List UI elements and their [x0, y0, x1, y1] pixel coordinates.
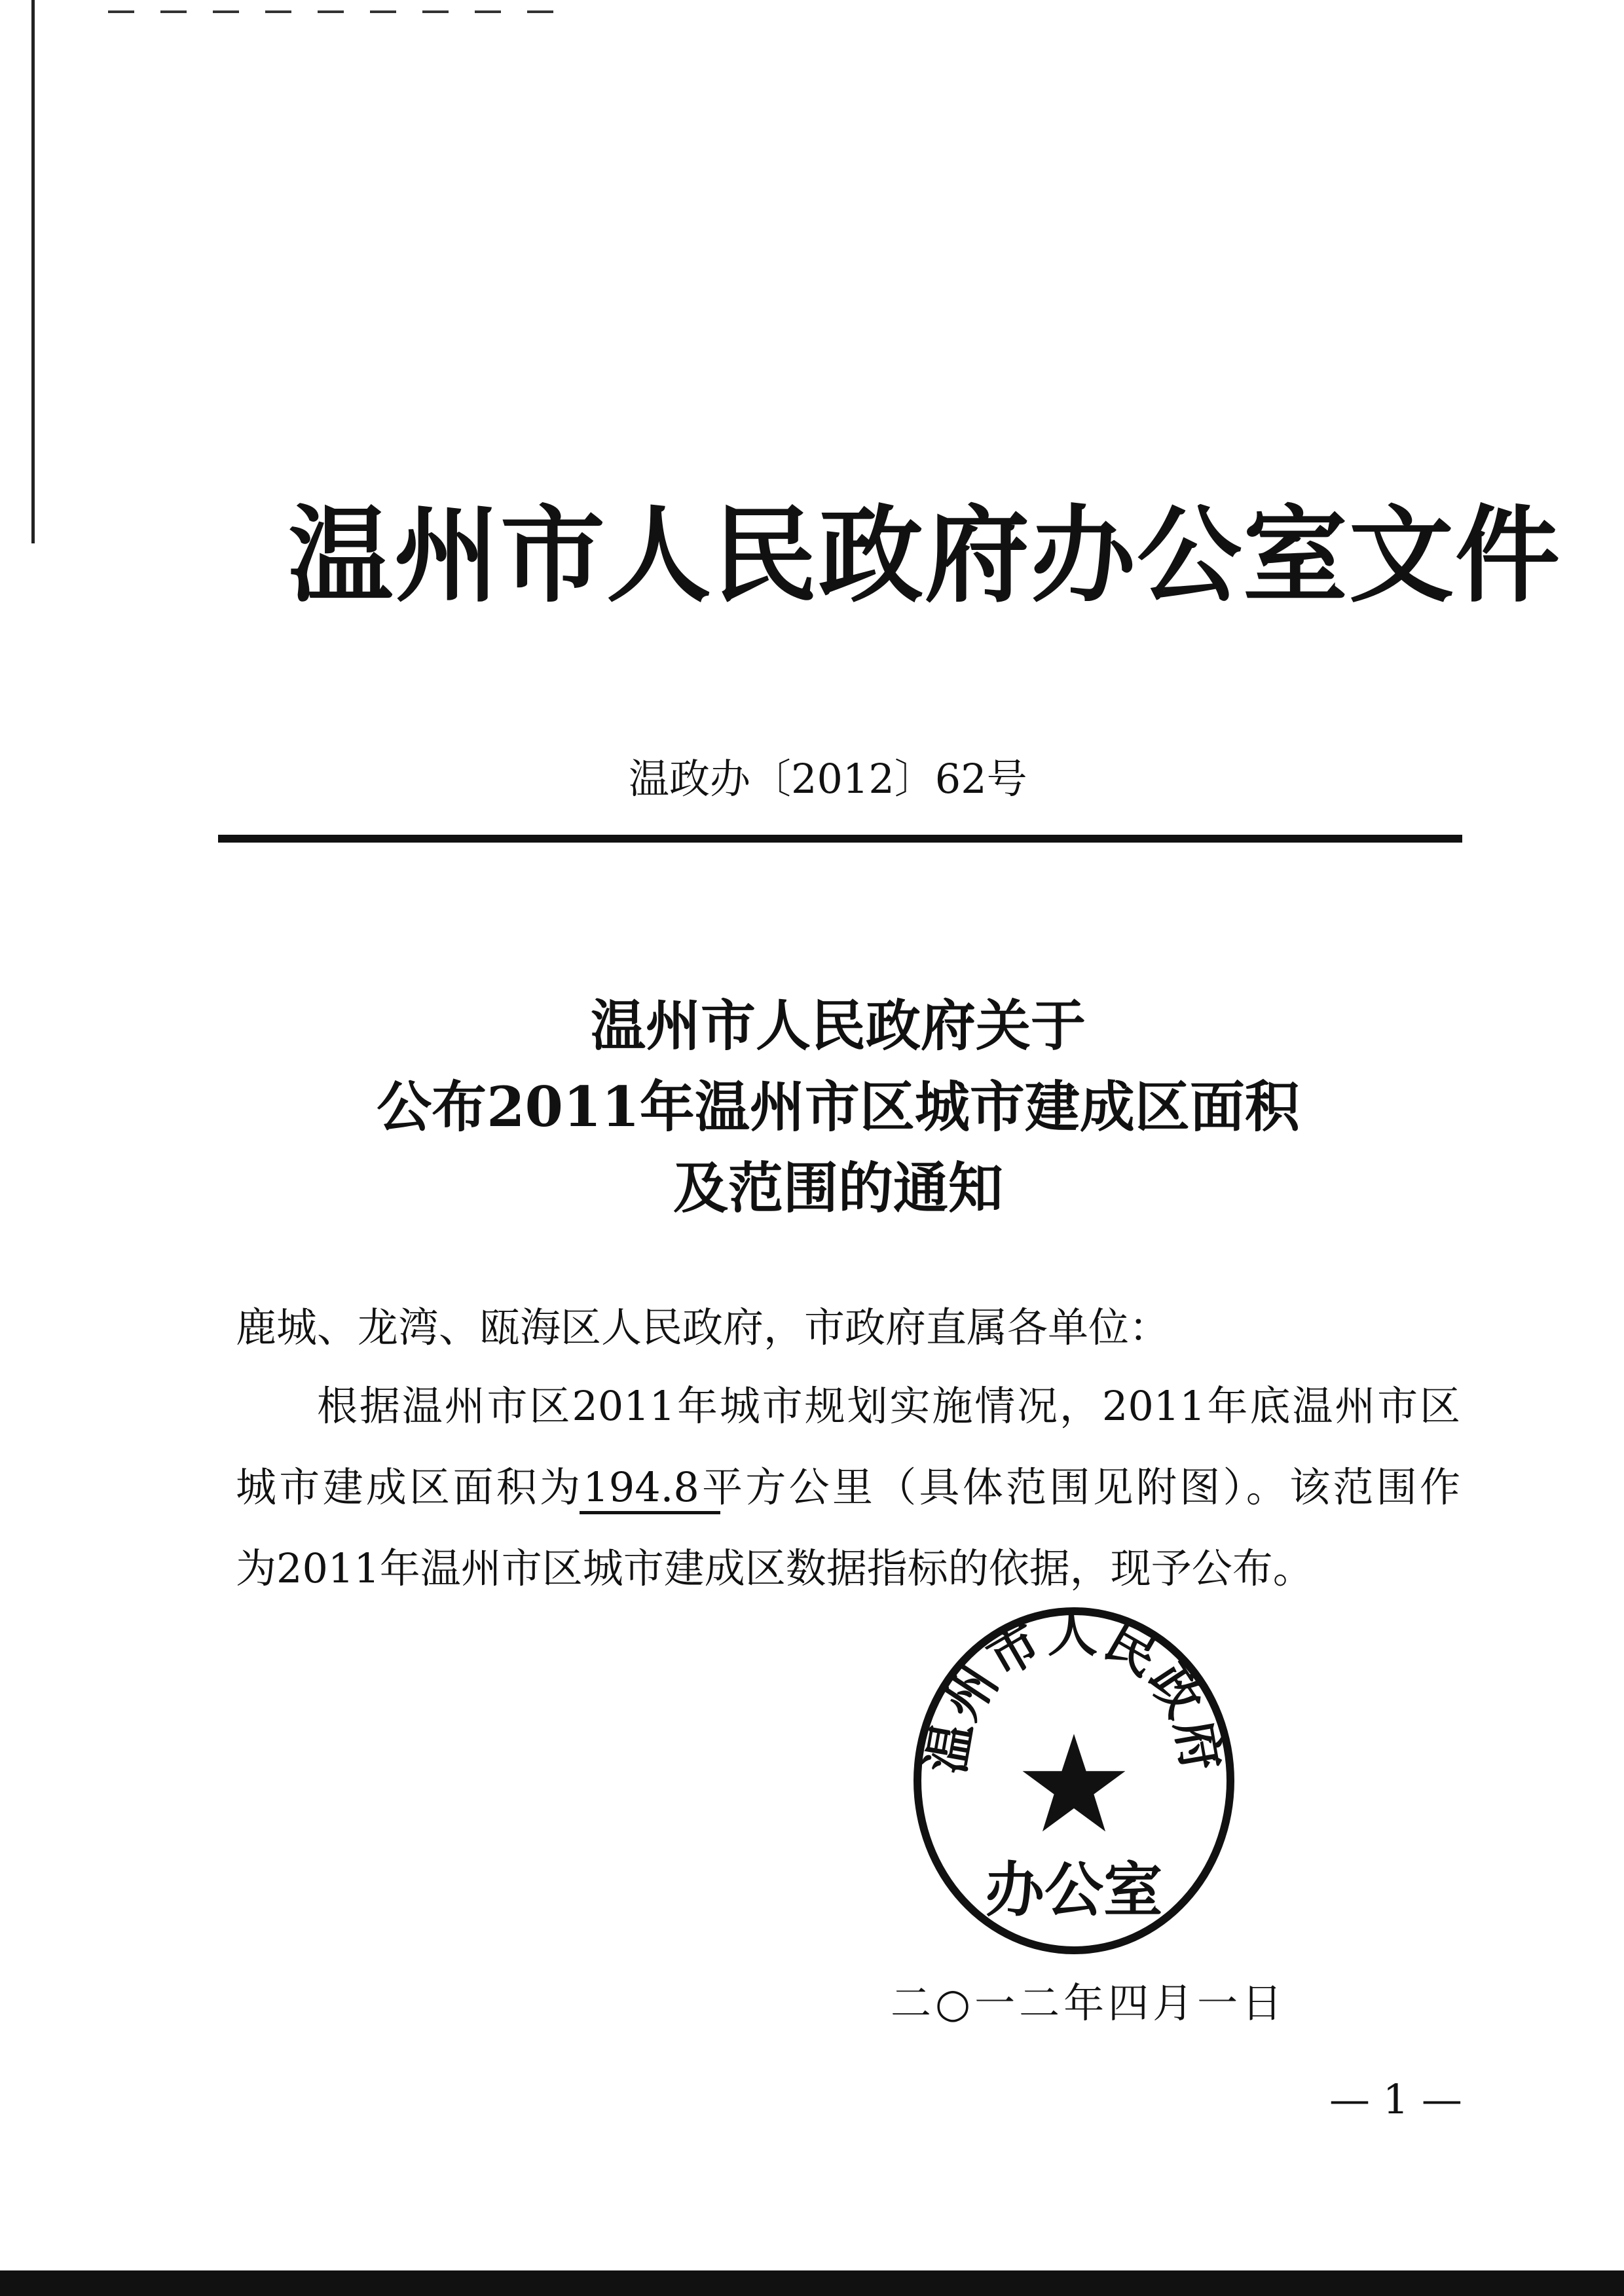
notice-heading-line-2: 公布2011年温州市区城市建成区面积 — [377, 1074, 1300, 1139]
document-header-title: 温州市人民政府办公室文件 — [288, 494, 1562, 617]
issue-date: 二○一二年四月一日 — [891, 1979, 1287, 2027]
scan-bottom-edge — [0, 2270, 1624, 2296]
handwritten-underline — [580, 1511, 720, 1514]
star-icon — [1023, 1734, 1126, 1831]
body-line-1: 根据温州市区2011年城市规划实施情况，2011年底温州市区 — [317, 1382, 1460, 1430]
body-line-3: 为2011年温州市区城市建成区数据指标的依据，现予公布。 — [236, 1544, 1314, 1592]
scan-dash-marks — [108, 10, 553, 13]
scan-edge-line — [31, 0, 35, 543]
seal-top-text: 温州市人民政府 — [921, 1615, 1227, 1778]
header-divider — [218, 835, 1462, 843]
salutation: 鹿城、龙湾、瓯海区人民政府，市政府直属各单位： — [236, 1303, 1170, 1351]
page-number: — 1 — — [1329, 2075, 1462, 2123]
notice-heading-line-1: 温州市人民政府关于 — [590, 993, 1086, 1058]
official-seal — [913, 1607, 1234, 1954]
seal-bottom-text: 办公室 — [985, 1855, 1163, 1925]
body-line-2: 城市建成区面积为194.8平方公里（具体范围见附图）。该范围作 — [236, 1463, 1460, 1511]
seal-graphic — [921, 1615, 1227, 1946]
document-number: 温政办〔2012〕62号 — [629, 755, 1027, 803]
notice-heading-line-3: 及范围的通知 — [673, 1156, 1003, 1220]
